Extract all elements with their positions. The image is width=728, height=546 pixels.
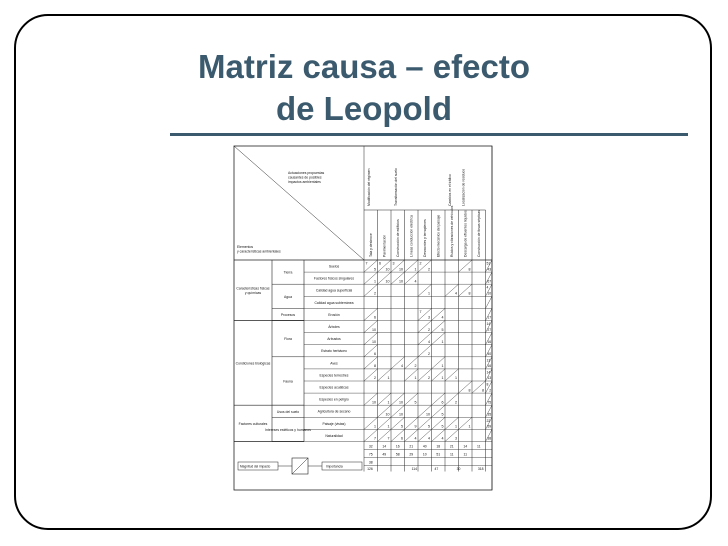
- row-total-importance: 16: [487, 339, 492, 344]
- cell-importance: 8: [374, 364, 376, 369]
- cell-importance: 1: [468, 424, 471, 429]
- legend-left-label: Magnitud del impacto: [240, 464, 271, 469]
- cell-importance: 1: [455, 424, 457, 429]
- action-label: Tala y desbroce: [369, 233, 373, 257]
- cell-importance: 1: [428, 291, 430, 296]
- slide-title: [0, 46, 728, 130]
- grand-total: 114: [411, 467, 417, 471]
- cell-importance: 2: [428, 327, 430, 332]
- cell-importance: 1: [414, 267, 417, 272]
- element-row-label: Árboles: [328, 325, 340, 329]
- element-row-label: Arbustos: [327, 337, 341, 342]
- cell-importance: 10: [385, 267, 390, 272]
- cell-importance: 5: [441, 412, 444, 417]
- row-total-importance: 35: [487, 412, 492, 417]
- cell-magnitude: 2: [419, 261, 422, 266]
- cell-importance: 2: [374, 291, 376, 296]
- cell-importance: 6: [374, 315, 376, 320]
- column-total: 11: [449, 452, 454, 457]
- action-label: Construcción de fosas sépticas: [477, 210, 481, 257]
- row-total-magnitude: 4: [486, 285, 489, 290]
- element-row-label: Especies terrestres: [319, 373, 349, 378]
- row-total-importance: 10: [487, 291, 492, 296]
- category-label: Condiciones biológicas: [235, 361, 271, 366]
- cell-importance: 10: [372, 327, 376, 332]
- row-total-importance: 2: [489, 388, 492, 393]
- cell-importance: 5: [441, 327, 444, 332]
- cell-importance: 5: [428, 424, 430, 429]
- grand-total: 126: [367, 467, 373, 471]
- row-total-importance: 27: [487, 327, 492, 332]
- cell-importance: 1: [374, 424, 376, 429]
- cell-importance: 10: [399, 267, 403, 272]
- row-total-magnitude: 8: [486, 382, 489, 387]
- cell-magnitude: 3: [392, 261, 395, 266]
- cell-importance: 5: [401, 424, 403, 429]
- cell-importance: 8: [482, 388, 484, 393]
- action-group-label: Modificación del régimen: [367, 168, 371, 206]
- title-line-2: de Leopold: [276, 90, 452, 127]
- cell-importance: 1: [441, 364, 444, 369]
- cell-importance: 10: [399, 279, 403, 284]
- cell-importance: 5: [414, 400, 417, 405]
- category-label: Factores culturales: [238, 421, 268, 426]
- cell-importance: 8: [468, 291, 471, 296]
- column-total: 75: [368, 452, 373, 457]
- column-total: 58: [395, 452, 400, 457]
- title-underline: [170, 133, 688, 136]
- cell-importance: 4: [455, 291, 457, 296]
- cell-importance: 10: [372, 339, 376, 344]
- cell-importance: 7: [374, 436, 376, 441]
- element-row-label: Agricultura de secano: [317, 409, 351, 414]
- cell-importance: 2: [428, 352, 430, 356]
- legend-right-label: Importancia: [326, 464, 343, 469]
- cell-importance: 9: [414, 424, 417, 429]
- cell-importance: 10: [372, 400, 376, 405]
- cell-importance: 10: [385, 279, 390, 284]
- cell-importance: 8: [468, 388, 471, 393]
- element-row-label: Aves: [330, 361, 338, 366]
- cell-magnitude: 6: [379, 261, 381, 266]
- subgroup-label: Intereses estéticos y humanos: [265, 427, 311, 432]
- row-total-magnitude: 13: [486, 358, 491, 363]
- action-label: Efecto mecánico del paisaje: [436, 214, 441, 257]
- subgroup-label: Procesos: [280, 312, 296, 317]
- column-total: 16: [395, 444, 400, 449]
- action-group-label: Cambios en el tráfico: [448, 174, 452, 206]
- column-total: 11: [476, 444, 481, 449]
- cell-importance: 4: [401, 364, 403, 369]
- cell-importance: 5: [374, 267, 376, 272]
- cell-importance: 10: [399, 400, 403, 405]
- column-total: 32: [368, 444, 373, 449]
- cell-importance: 4: [441, 436, 444, 441]
- subgroup-label: Flora: [284, 337, 292, 342]
- action-label: Líneas conducción eléctrica: [409, 215, 414, 257]
- element-row-label: Erosión: [328, 312, 340, 317]
- grand-total: 47: [434, 467, 439, 471]
- cell-importance: 4: [428, 436, 430, 441]
- row-total-importance: 59: [487, 424, 492, 429]
- row-total-magnitude: 14: [486, 322, 491, 326]
- column-total: 10: [422, 452, 427, 457]
- cell-importance: 4: [428, 339, 430, 344]
- cell-importance: 1: [387, 376, 390, 381]
- element-row-label: Estrato herbáceo: [321, 349, 347, 354]
- category-label: Características físicas: [236, 286, 270, 291]
- element-row-label: Naturalidad: [325, 433, 343, 438]
- column-total: 14: [463, 444, 468, 449]
- column-total: 11: [463, 452, 468, 457]
- cell-importance: 4: [441, 315, 444, 320]
- cell-importance: 6: [441, 400, 444, 405]
- subgroup-label: Fauna: [283, 379, 293, 384]
- cell-importance: 4: [414, 436, 417, 441]
- column-total: 14: [382, 444, 387, 449]
- subgroup-label: Usos del suelo: [276, 409, 300, 414]
- row-total-importance: 75: [487, 400, 492, 405]
- title-line-1: Matriz causa – efecto: [198, 48, 530, 85]
- cell-importance: 1: [441, 376, 444, 381]
- action-group-label: Localización de residuos: [461, 168, 466, 206]
- cell-importance: 1: [387, 424, 390, 429]
- cell-importance: 1: [441, 339, 444, 344]
- column-total: 38: [368, 460, 373, 465]
- column-total: 49: [382, 452, 387, 457]
- row-total-importance: 17: [487, 315, 492, 320]
- cell-importance: 1: [387, 400, 390, 405]
- grand-total: 318: [477, 467, 484, 471]
- action-group-label: Transformación del suelo: [394, 168, 398, 206]
- cell-importance: 6: [374, 352, 376, 356]
- cell-importance: 2: [414, 364, 417, 369]
- column-total: 21: [409, 444, 414, 449]
- cell-importance: 7: [387, 436, 390, 441]
- cell-importance: 8: [468, 267, 471, 272]
- row-total-importance: 13: [487, 376, 492, 381]
- element-row-label: Calidad agua superficial: [315, 288, 353, 293]
- cell-importance: 2: [374, 376, 376, 381]
- cell-importance: 4: [414, 279, 417, 284]
- row-total-magnitude: 14: [486, 370, 491, 375]
- cell-importance: 1: [374, 279, 376, 284]
- corner-top-text: Actuaciones propuestas: [288, 171, 325, 175]
- row-total-importance: 40: [487, 352, 492, 356]
- corner-bottom-text: y características ambientales: [237, 249, 281, 254]
- subgroup-label: Agua: [284, 294, 292, 299]
- row-total-importance: 67: [487, 279, 492, 284]
- cell-importance: 1: [455, 376, 457, 381]
- row-total-importance: 16: [487, 364, 492, 369]
- cell-importance: 10: [426, 412, 430, 417]
- corner-top-text: causantes de posibles: [288, 175, 322, 180]
- matrix-figure: [232, 144, 494, 492]
- cell-importance: 10: [399, 412, 403, 417]
- element-row-label: Especies acuáticas: [319, 385, 349, 390]
- grand-total: 30: [456, 467, 461, 471]
- row-total-magnitude: 51: [486, 261, 491, 266]
- element-row-label: Calidad agua subterránea: [314, 300, 354, 305]
- column-total: 29: [409, 452, 414, 457]
- cell-importance: 2: [428, 267, 430, 272]
- action-label: Pavimentación: [382, 234, 387, 257]
- row-total-importance: 43: [487, 267, 492, 272]
- cell-importance: 1: [414, 376, 417, 381]
- row-total-magnitude: 22: [486, 418, 491, 423]
- cell-importance: 5: [441, 424, 444, 429]
- matrix-border: [234, 146, 492, 490]
- column-total: 21: [449, 444, 454, 449]
- cell-importance: 2: [428, 376, 430, 381]
- element-row-label: Suelos: [328, 264, 340, 269]
- cell-importance: 2: [455, 400, 457, 405]
- action-label: Desmontes y terraplenes: [423, 219, 427, 257]
- element-row-label: Factores físicos singulares: [313, 276, 355, 281]
- corner-top-text: impactos ambientales: [288, 180, 321, 184]
- leopold-matrix-image: [232, 144, 494, 492]
- action-label: Descarga de efluentes líquidos: [463, 210, 468, 257]
- element-row-label: Especies en peligro: [319, 397, 349, 402]
- column-total: 18: [436, 444, 441, 449]
- cell-importance: 10: [385, 412, 390, 417]
- action-label: Construcción de edificios: [396, 219, 400, 257]
- category-label: y químicas: [244, 290, 262, 295]
- column-total: 40: [422, 444, 427, 449]
- action-label: Ruidos y vibraciones de vehículos: [450, 205, 454, 257]
- cell-importance: 3: [455, 436, 457, 441]
- column-total: 51: [436, 452, 441, 457]
- cell-importance: 6: [401, 436, 403, 441]
- row-total-importance: 38: [487, 436, 492, 441]
- subgroup-label: Tierra: [283, 270, 293, 275]
- cell-magnitude: 7: [419, 309, 422, 314]
- cell-importance: 3: [428, 315, 430, 320]
- corner-bottom-text: Elementos: [237, 245, 254, 249]
- cell-magnitude: 7: [365, 261, 368, 266]
- element-row-label: Paisaje (vistas): [322, 421, 346, 426]
